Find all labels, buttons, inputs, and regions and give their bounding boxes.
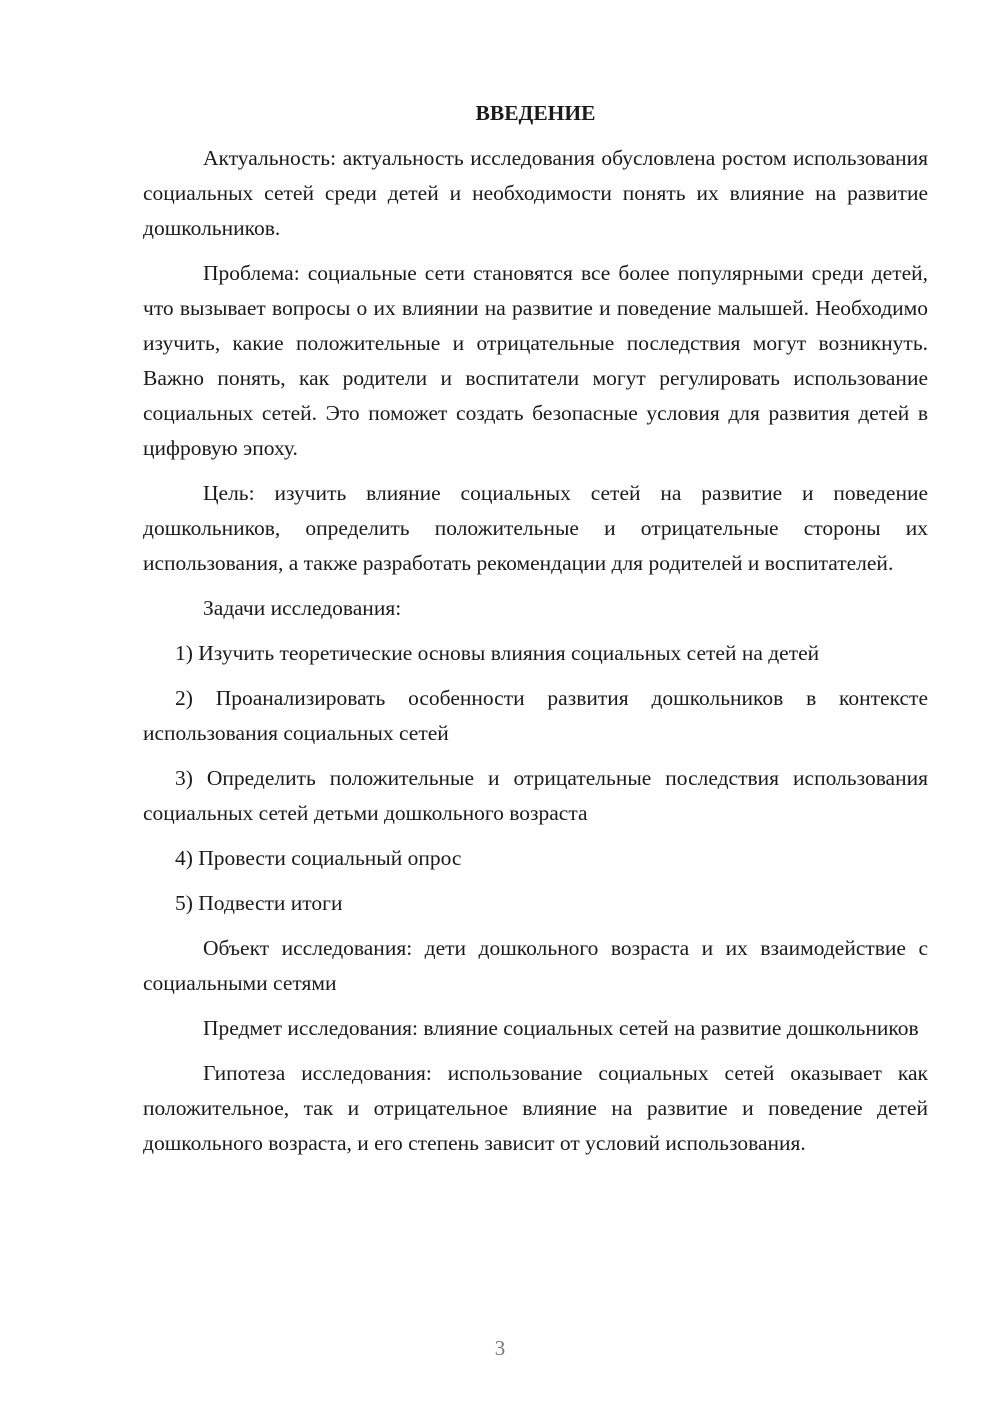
relevance-paragraph: Актуальность: актуальность исследования обусловлена ростом использования социальных сетей среди детей и необходимости понять их влияние на развитие дошкольников. bbox=[143, 146, 928, 240]
task-item: 5) Подвести итоги bbox=[175, 891, 343, 915]
task-item: 3) Определить положительные и отрицательные последствия использования социальных сетей детьми дошкольного возраста bbox=[143, 766, 928, 825]
object-paragraph: Объект исследования: дети дошкольного возраста и их взаимодействие с социальными сетями bbox=[143, 936, 928, 995]
page-title: ВВЕДЕНИЕ bbox=[475, 101, 596, 125]
goal-paragraph: Цель: изучить влияние социальных сетей на развитие и поведение дошкольников, определить положительные и отрицательные стороны их использования, а также разработать рекомендации для родителей и воспитателей. bbox=[143, 481, 928, 575]
task-item: 1) Изучить теоретические основы влияния социальных сетей на детей bbox=[175, 641, 820, 665]
problem-paragraph: Проблема: социальные сети становятся все более популярными среди детей, что вызывает вопросы о их влиянии на развитие и поведение малышей. Необходимо изучить, какие положительные и отрицательные последствия могут возникнуть. Важно понять, как родители и воспитатели могут регулировать использование социальных сетей. Это поможет создать безопасные условия для развития детей в цифровую эпоху. bbox=[143, 261, 928, 460]
task-item: 2) Проанализировать особенности развития дошкольников в контексте использования социальных сетей bbox=[143, 686, 928, 745]
task-item: 4) Провести социальный опрос bbox=[175, 846, 462, 870]
subject-paragraph: Предмет исследования: влияние социальных сетей на развитие дошкольников bbox=[203, 1016, 919, 1040]
hypothesis-paragraph: Гипотеза исследования: использование социальных сетей оказывает как положительное, так и отрицательное влияние на развитие и поведение детей дошкольного возраста, и его степень зависит от условий использования. bbox=[143, 1061, 928, 1155]
page-number: 3 bbox=[494, 1336, 506, 1360]
tasks-heading: Задачи исследования: bbox=[203, 596, 402, 620]
page-content bbox=[143, 96, 928, 1171]
